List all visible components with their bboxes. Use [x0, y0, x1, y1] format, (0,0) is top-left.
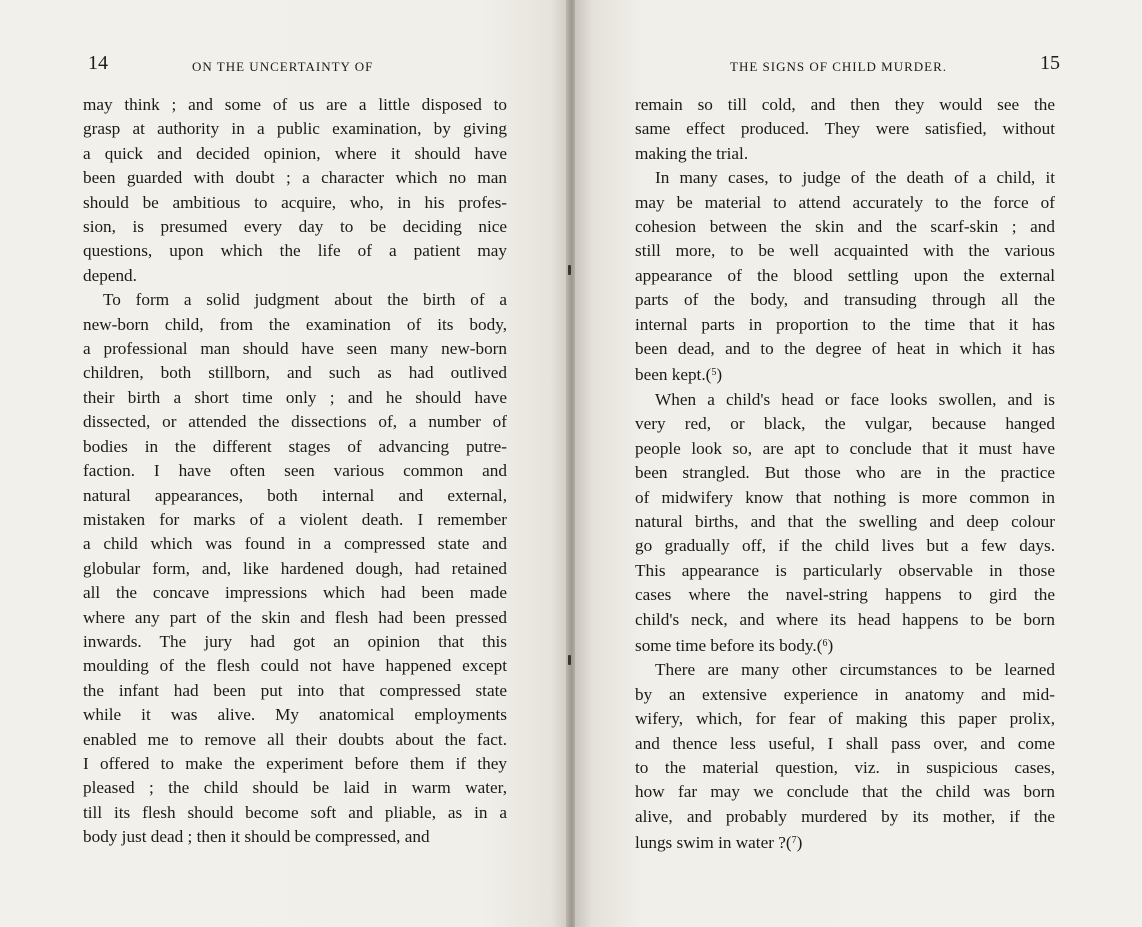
text-line: till its flesh should become soft and pliable, as in a — [83, 802, 507, 822]
text-line: sion, is presumed every day to be deciding nice — [83, 217, 507, 237]
text-line: I offered to make the experiment before them if they — [83, 753, 507, 773]
text-line: children, both stillborn, and such as had outlived — [83, 363, 507, 383]
text-line: how far may we conclude that the child was born — [635, 782, 1055, 802]
text-line: cases where the navel-string happens to gird the — [635, 585, 1055, 605]
text-line: their birth a short time only ; and he should have — [83, 387, 507, 407]
text-line: and thence less useful, I shall pass over, and come — [635, 733, 1055, 753]
text-line: alive, and probably murdered by its mother, if the — [635, 806, 1055, 826]
text-line: same effect produced. They were satisfied, without — [635, 119, 1055, 139]
text-line: should be ambitious to acquire, who, in his profes- — [83, 192, 507, 212]
text-line: a quick and decided opinion, where it should have — [83, 143, 507, 163]
text-line: where any part of the skin and flesh had been pressed — [83, 607, 507, 627]
text-line: been guarded with doubt ; a character which no man — [83, 168, 507, 188]
text-line: been dead, and to the degree of heat in which it has — [635, 339, 1055, 359]
text-line: been strangled. But those who are in the practice — [635, 463, 1055, 483]
text-line: all the concave impressions which had been made — [83, 583, 507, 603]
text-line: This appearance is particularly observable in those — [635, 560, 1055, 580]
page-number-right: 15 — [1040, 52, 1060, 74]
text-line: lungs swim in water ?($^7$) — [635, 833, 803, 853]
text-line: while it was alive. My anatomical employments — [83, 705, 507, 725]
text-line: may be material to attend accurately to the force of — [635, 192, 1055, 212]
text-line: depend. — [83, 265, 137, 285]
text-line: wifery, which, for fear of making this paper prolix, — [635, 709, 1055, 729]
text-line: internal parts in proportion to the time that it has — [635, 314, 1055, 334]
text-line: moulding of the flesh could not have happened except — [83, 656, 507, 676]
text-line: mistaken for marks of a violent death. I remember — [83, 509, 507, 529]
text-line: dissected, or attended the dissections of, a number of — [83, 412, 507, 432]
text-line: child's neck, and where its head happens to be born — [635, 609, 1055, 629]
text-line: very red, or black, the vulgar, because hanged — [635, 414, 1055, 434]
text-line: To form a solid judgment about the birth of a — [103, 290, 507, 310]
left-page-body — [83, 93, 507, 850]
text-line: a professional man should have seen many new-born — [83, 339, 507, 359]
text-line: There are many other circumstances to be learned — [655, 660, 1055, 680]
text-line: natural appearances, both internal and external, — [83, 485, 507, 505]
text-line: inwards. The jury had got an opinion that this — [83, 631, 507, 651]
text-line: some time before its body.($^6$) — [635, 635, 834, 655]
binding-thread-mark — [568, 265, 571, 275]
text-line: faction. I have often seen various common and — [83, 461, 507, 481]
text-line: pleased ; the child should be laid in warm water, — [83, 778, 507, 798]
text-line: When a child's head or face looks swollen, and is — [655, 389, 1055, 409]
text-line: may think ; and some of us are a little disposed to — [83, 95, 507, 114]
text-line: globular form, and, like hardened dough, had retained — [83, 558, 507, 578]
running-title-left: ON THE UNCERTAINTY OF — [192, 59, 374, 74]
text-line: remain so till cold, and then they would see the — [635, 95, 1055, 114]
text-line: appearance of the blood settling upon the external — [635, 265, 1055, 285]
text-line: been kept.($^5$) — [635, 365, 723, 385]
text-line: making the trial. — [635, 143, 749, 163]
right-page-body — [635, 93, 1055, 856]
text-line: natural births, and that the swelling and deep colour — [635, 511, 1055, 531]
text-line: parts of the body, and transuding through all the — [635, 290, 1055, 310]
right-page-header — [730, 52, 1060, 82]
text-line: bodies in the different stages of advancing putre- — [83, 436, 507, 456]
text-line: to the material question, viz. in suspicious cases, — [635, 757, 1055, 777]
text-line: body just dead ; then it should be compressed, and — [83, 827, 430, 847]
left-page-header — [88, 52, 508, 82]
text-line: cohesion between the skin and the scarf-skin ; and — [635, 217, 1055, 237]
text-line: people look so, are apt to conclude that it must have — [635, 438, 1055, 458]
text-line: a child which was found in a compressed state and — [83, 534, 507, 554]
text-line: grasp at authority in a public examination, by giving — [83, 119, 507, 139]
text-line: In many cases, to judge of the death of a child, it — [655, 168, 1055, 188]
text-line: go gradually off, if the child lives but a few days. — [635, 536, 1055, 556]
text-line: the infant had been put into that compressed state — [83, 680, 507, 700]
binding-thread-mark — [568, 655, 571, 665]
text-line: of midwifery know that nothing is more common in — [635, 487, 1055, 507]
text-line: still more, to be well acquainted with the various — [635, 241, 1055, 261]
left-page — [0, 0, 568, 927]
right-page — [575, 0, 1142, 927]
running-title-right: THE SIGNS OF CHILD MURDER. — [730, 59, 948, 74]
text-line: by an extensive experience in anatomy and mid- — [635, 684, 1055, 704]
text-line: enabled me to remove all their doubts about the fact. — [83, 729, 507, 749]
page-number-left: 14 — [88, 52, 108, 74]
text-line: new-born child, from the examination of its body, — [83, 314, 507, 334]
text-line: questions, upon which the life of a patient may — [83, 241, 507, 261]
